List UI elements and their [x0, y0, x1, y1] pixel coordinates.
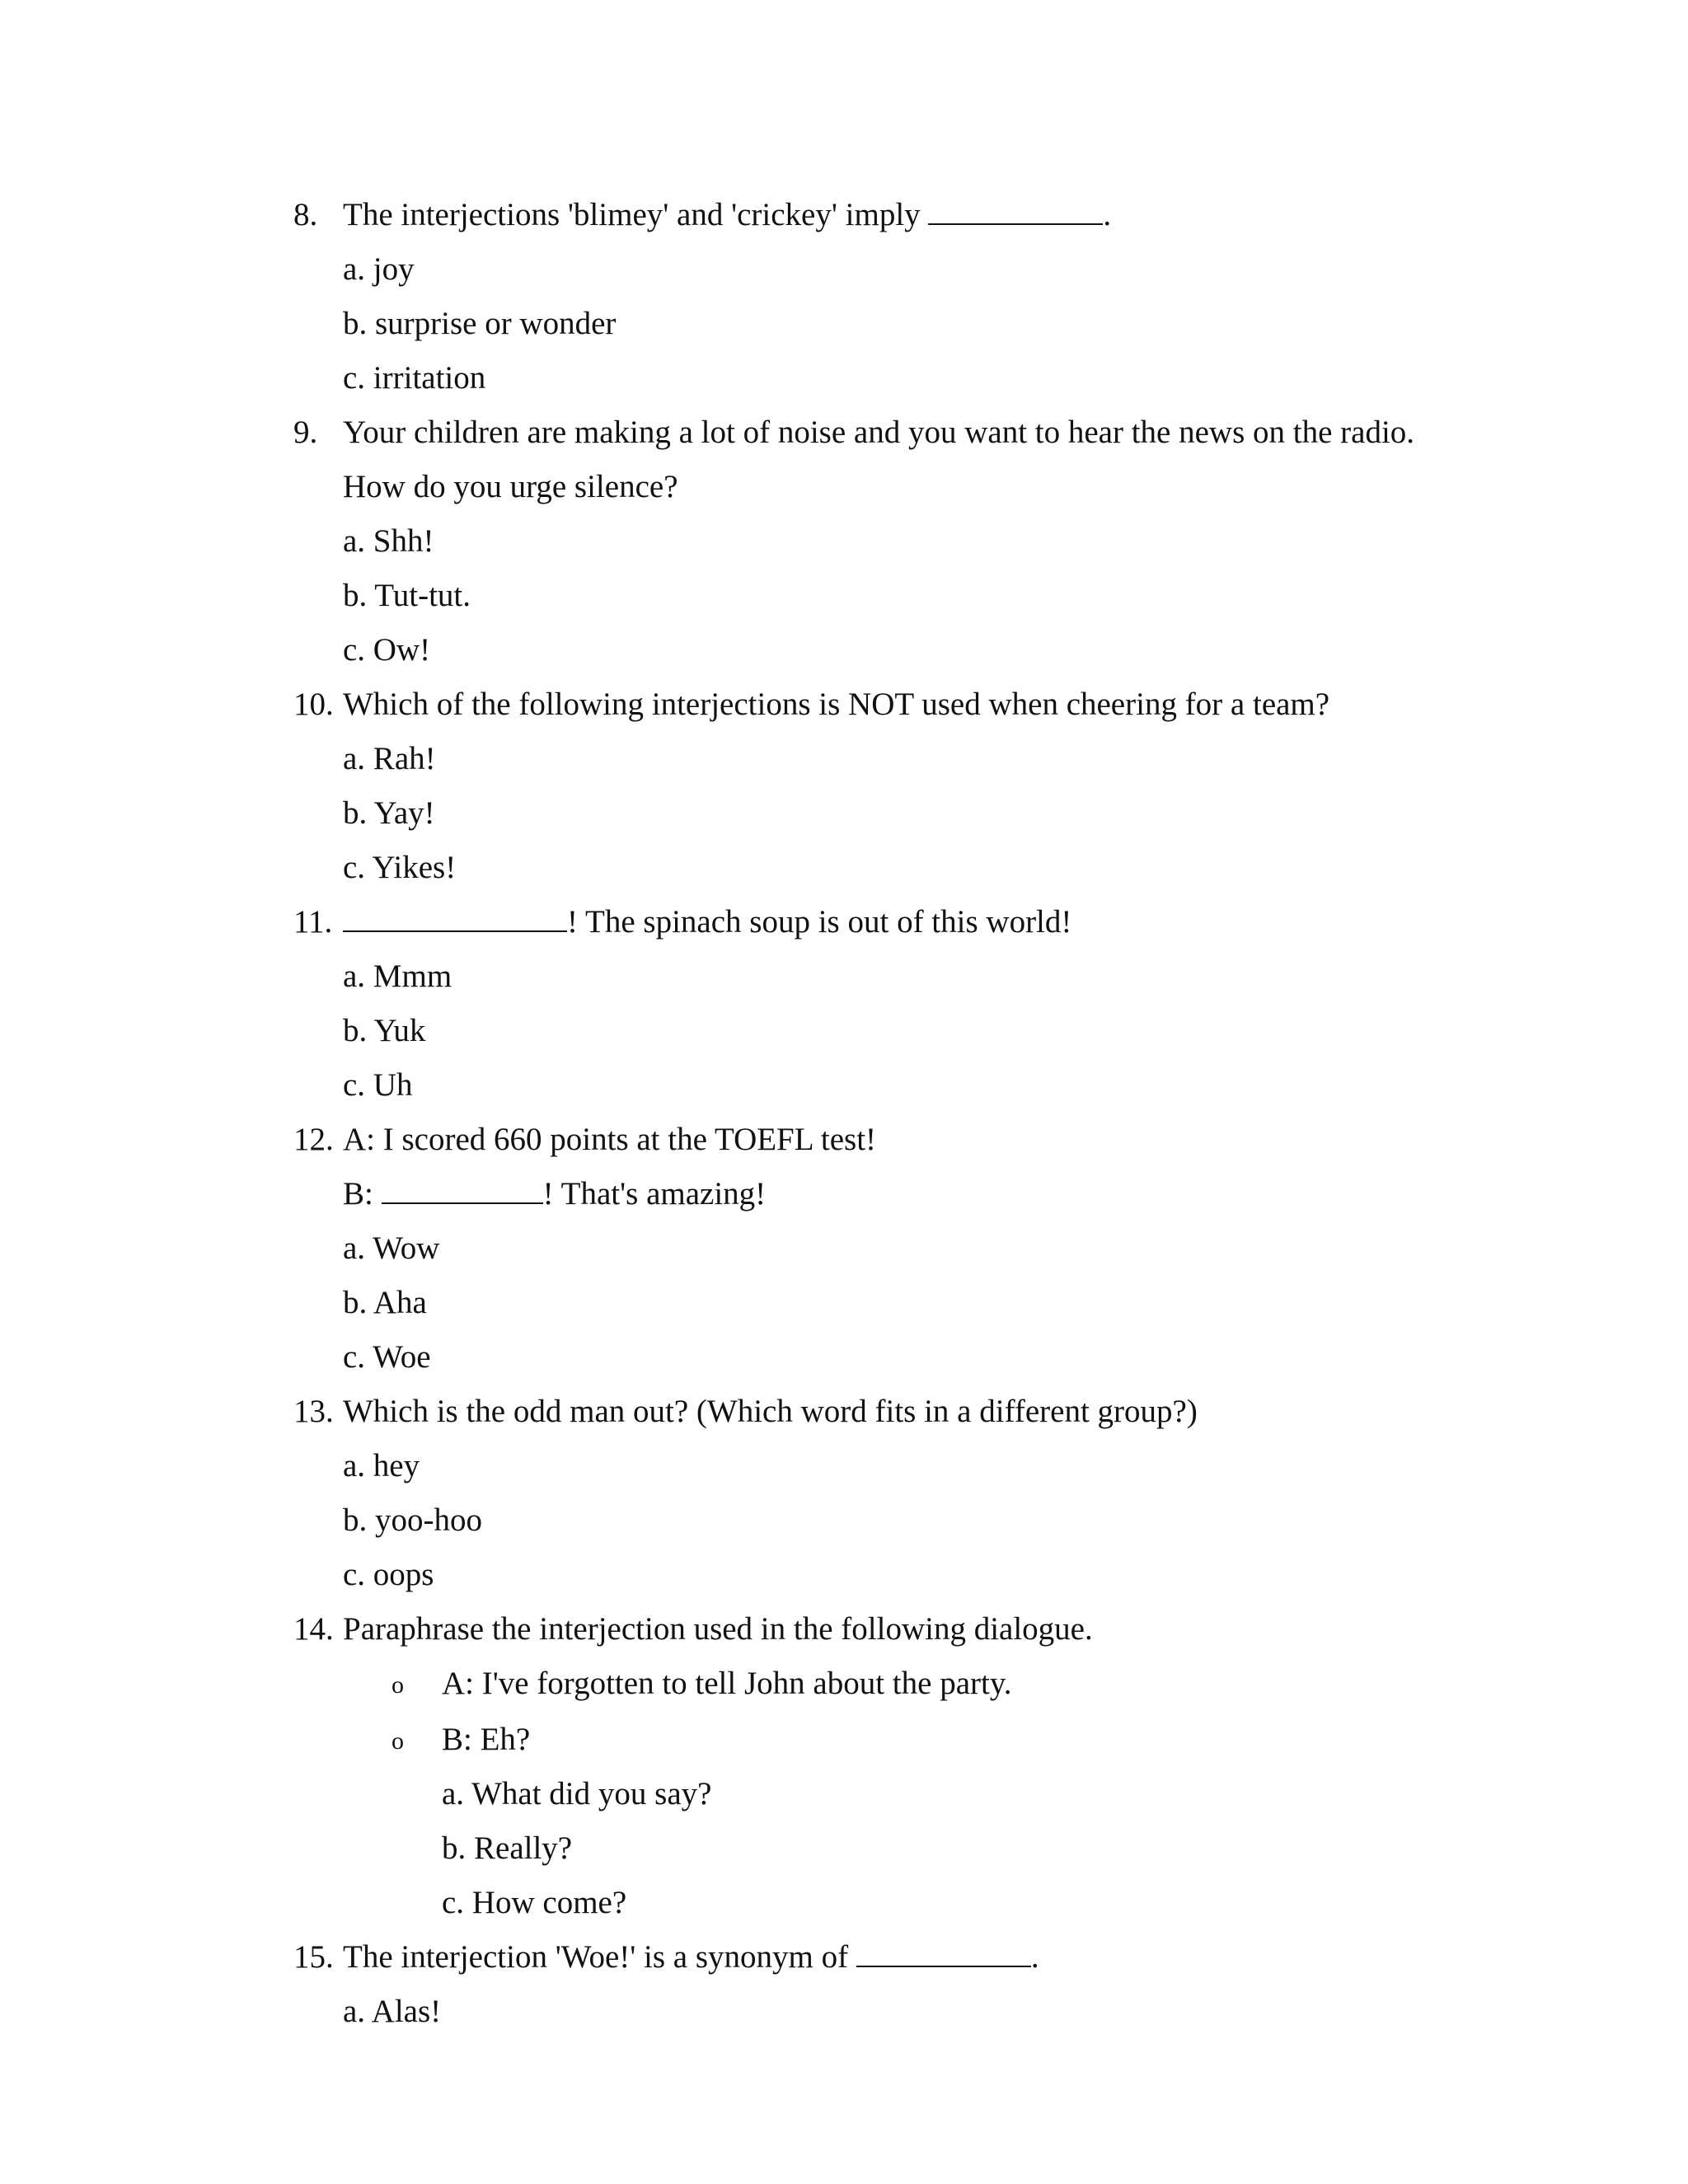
question-12-option-c: c. Woe — [343, 1339, 431, 1375]
question-12-line2-after: ! That's amazing! — [542, 1176, 767, 1212]
question-8-option-a: a. joy — [343, 251, 415, 287]
question-9-text-line2: How do you urge silence? — [343, 469, 678, 504]
question-11-option-b: b. Yuk — [343, 1013, 426, 1048]
question-12-option-b: b. Aha — [343, 1285, 427, 1320]
question-14-dialogue-a: A: I've forgotten to tell John about the party. — [442, 1666, 1012, 1701]
question-10-option-c: c. Yikes! — [343, 850, 457, 885]
question-15-text-before: The interjection 'Woe!' is a synonym of — [343, 1939, 856, 1975]
question-8-text-before: The interjections 'blimey' and 'crickey' imply — [343, 197, 929, 232]
answer-blank — [343, 902, 567, 932]
question-8-option-b: b. surprise or wonder — [343, 306, 617, 341]
question-14-text: Paraphrase the interjection used in the following dialogue. — [343, 1611, 1093, 1647]
question-13-text: Which is the odd man out? (Which word fits in a different group?) — [343, 1394, 1198, 1429]
question-9-text-line1: Your children are making a lot of noise and you want to hear the news on the radio. — [343, 415, 1415, 450]
question-13-option-c: c. oops — [343, 1557, 434, 1592]
question-8-text — [343, 194, 1111, 236]
question-12-text-line2 — [343, 1174, 766, 1215]
question-9-number: 9. — [293, 415, 318, 450]
question-14-dialogue-b: B: Eh? — [442, 1722, 531, 1757]
dialogue-bullet-icon: o — [392, 1727, 404, 1755]
question-15-option-a: a. Alas! — [343, 1994, 442, 2029]
question-13-option-a: a. hey — [343, 1448, 420, 1483]
question-12-number: 12. — [293, 1122, 334, 1157]
answer-blank — [856, 1938, 1031, 1967]
question-8-text-after: . — [1103, 197, 1112, 232]
question-13-number: 13. — [293, 1394, 334, 1429]
question-8-number: 8. — [293, 197, 318, 232]
dialogue-bullet-icon: o — [392, 1671, 404, 1699]
question-14-number: 14. — [293, 1611, 334, 1647]
question-9-option-a: a. Shh! — [343, 523, 434, 559]
question-14-option-b: b. Really? — [442, 1830, 573, 1866]
question-15-text-after: . — [1030, 1939, 1039, 1975]
question-10-option-a: a. Rah! — [343, 741, 436, 776]
question-15-number: 15. — [293, 1939, 334, 1975]
question-9-option-c: c. Ow! — [343, 632, 431, 668]
answer-blank — [382, 1174, 543, 1204]
question-10-text: Which of the following interjections is NOT used when cheering for a team? — [343, 687, 1330, 722]
question-10-option-b: b. Yay! — [343, 795, 435, 831]
question-11-option-c: c. Uh — [343, 1067, 413, 1103]
question-11-option-a: a. Mmm — [343, 958, 452, 994]
question-11-text-after: ! The spinach soup is out of this world! — [567, 904, 1072, 940]
question-8-option-c: c. irritation — [343, 360, 486, 396]
answer-blank — [928, 195, 1103, 225]
question-14-option-a: a. What did you say? — [442, 1776, 712, 1811]
question-12-option-a: a. Wow — [343, 1230, 440, 1266]
question-12-line2-before: B: — [343, 1176, 382, 1212]
question-11-text — [343, 902, 1071, 943]
question-10-number: 10. — [293, 687, 334, 722]
question-14-option-c: c. How come? — [442, 1885, 627, 1920]
question-12-text-line1: A: I scored 660 points at the TOEFL test! — [343, 1122, 877, 1157]
question-15-text — [343, 1937, 1039, 1978]
question-11-number: 11. — [293, 904, 333, 940]
question-9-option-b: b. Tut-tut. — [343, 578, 471, 613]
question-13-option-b: b. yoo-hoo — [343, 1502, 482, 1538]
